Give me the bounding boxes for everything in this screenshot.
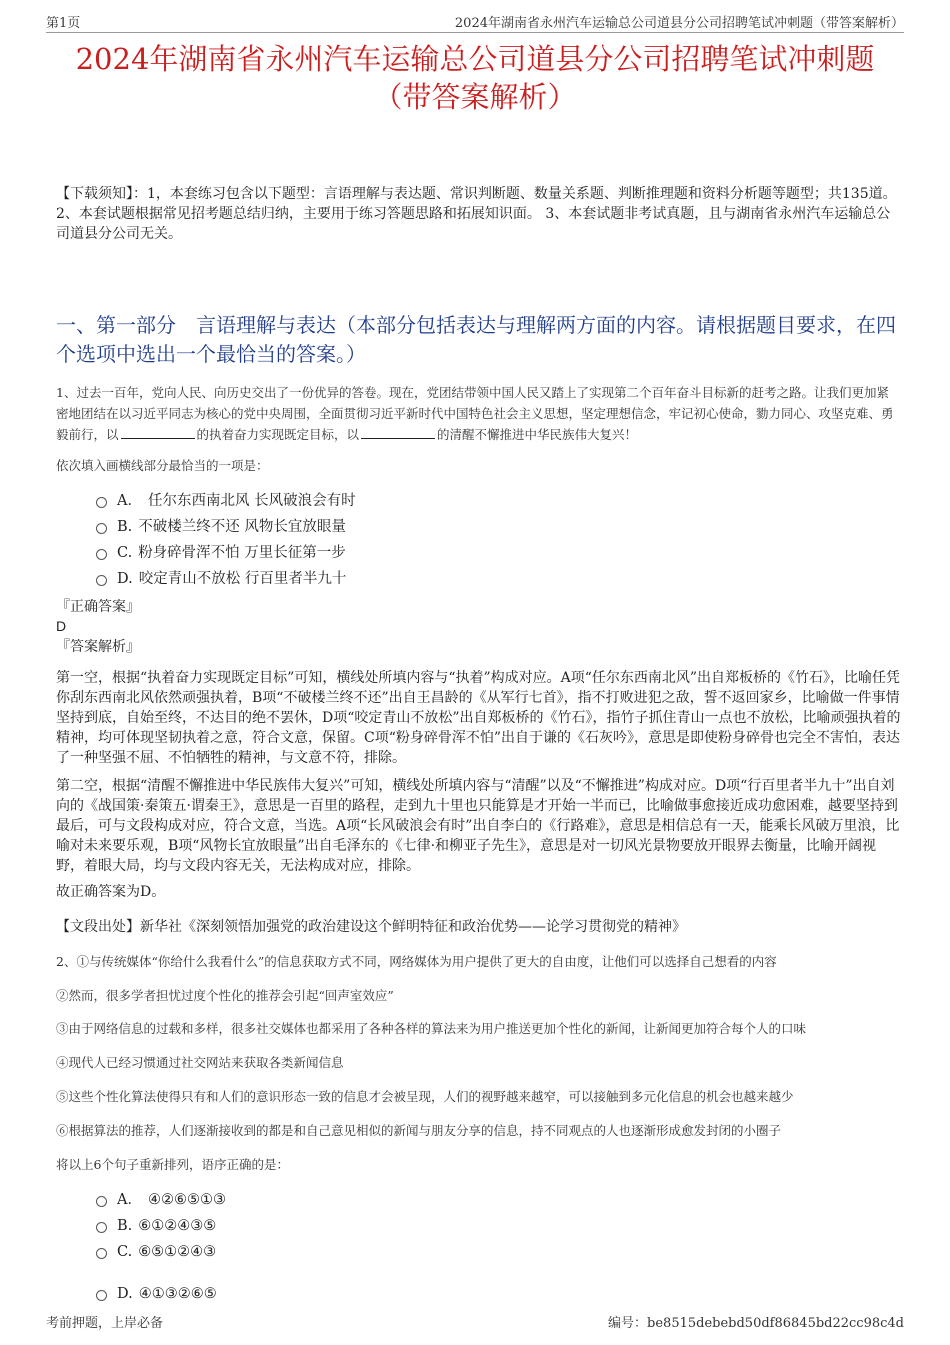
q1-stem-part3: 的清醒不懈推进中华民族伟大复兴！	[437, 427, 638, 442]
option-text: ④②⑥⑤①③	[147, 1192, 226, 1208]
q1-stem-part2: 的执着奋力实现既定目标，以	[196, 427, 360, 442]
q1-stem-part1: 1、过去一百年，党向人民、向历史交出了一份优异的答卷。现在，党团结带领中国人民又踏上了实现第二个百年奋斗目标新的赶考之路。让我们更加紧密地团结在以习近平同志为核心的党中央周围，全面贯彻习近平新时代中国特色社会主义思想，坚定理想信念，牢记初心使命，勠力同心、攻坚克难、勇毅前行，以	[56, 385, 894, 442]
analysis-paragraph-1: 第一空，根据“执着奋力实现既定目标”可知，横线处所填内容与“执着”构成对应。A项“任尔东西南北风”出自郑板桥的《竹石》，比喻任凭你刮东西南北风依然顽强执着，B项“不破楼兰终不还”出自王昌龄的《从军行七首》，指不打败进犯之敌，誓不返回家乡，比喻做一件事情坚持到底，自始至终，不达目的绝不罢休，D项“咬定青山不放松”出自郑板桥的《竹石》，指竹子抓住青山一点也不放松，比喻顽强执着的精神，均可体现坚韧执着之意，符合文意，保留。C项“粉身碎骨浑不怕”出自于谦的《石灰吟》，意思是即使粉身碎骨也完全不害怕，表达了一种坚强不屈、不怕牺牲的精神，与文意不符，排除。	[56, 670, 901, 766]
conclusion: 故正确答案为D。	[56, 884, 166, 900]
page-number: 第1页	[46, 16, 81, 31]
q2-option-d[interactable]	[96, 1284, 217, 1304]
footer-slogan: 考前押题，上岸必备	[46, 1316, 164, 1331]
q1-option-b[interactable]	[96, 517, 346, 537]
blank-1	[121, 424, 195, 439]
question-2-prompt: 将以上6个句子重新排列，语序正确的是：	[56, 1157, 289, 1172]
correct-answer: D	[56, 618, 67, 634]
source-note: 【文段出处】新华社《深刻领悟加强党的政治建设这个鲜明特征和政治优势——论学习贯彻党的精神》	[56, 919, 686, 935]
q2-sentence-4: ④现代人已经习惯通过社交网站来获取各类新闻信息	[56, 1055, 344, 1070]
q2-option-b[interactable]	[96, 1216, 216, 1236]
title-line-1: 2024年湖南省永州汽车运输总公司道县分公司招聘笔试冲刺题	[75, 42, 875, 76]
radio-icon[interactable]	[96, 1196, 107, 1207]
question-1-prompt: 依次填入画横线部分最恰当的一项是：	[56, 458, 269, 473]
footer-serial: 编号：be8515debebd50df86845bd22cc98c4d	[608, 1316, 904, 1331]
blank-2	[361, 424, 435, 439]
radio-icon[interactable]	[96, 549, 107, 560]
analysis-heading: 『答案解析』	[56, 639, 140, 655]
radio-icon[interactable]	[96, 1248, 107, 1259]
radio-icon[interactable]	[96, 1222, 107, 1233]
document-title	[40, 40, 910, 116]
option-text: ⑥⑤①②④③	[138, 1244, 217, 1260]
option-label: C.	[117, 1244, 133, 1260]
radio-icon[interactable]	[96, 1290, 107, 1301]
q2-sentence-3: ③由于网络信息的过载和多样，很多社交媒体也都采用了各种各样的算法来为用户推送更加个性化的新闻，让新闻更加符合每个人的口味	[56, 1021, 807, 1036]
section-heading: 一、第一部分 言语理解与表达（本部分包括表达与理解两方面的内容。请根据题目要求，在四个选项中选出一个最恰当的答案。）	[56, 313, 896, 366]
q1-option-d[interactable]	[96, 569, 346, 589]
q2-sentence-1: 2、①与传统媒体“你给什么我看什么”的信息获取方式不同，网络媒体为用户提供了更大的自由度，让他们可以选择自己想看的内容	[56, 954, 777, 969]
option-label: B.	[117, 1218, 133, 1234]
option-label: D.	[117, 1286, 133, 1302]
option-label: B.	[117, 519, 133, 535]
option-text: ⑥①②④③⑤	[138, 1218, 217, 1234]
question-1-stem	[56, 382, 901, 445]
option-text: ④①③②⑥⑤	[138, 1286, 217, 1302]
option-label: A．	[117, 1192, 142, 1208]
q2-option-a[interactable]	[96, 1190, 226, 1210]
q2-sentence-2: ②然而，很多学者担忧过度个性化的推荐会引起“回声室效应”	[56, 988, 394, 1003]
q1-option-c[interactable]	[96, 543, 346, 563]
radio-icon[interactable]	[96, 497, 107, 508]
running-title: 2024年湖南省永州汽车运输总公司道县分公司招聘笔试冲刺题（带答案解析）	[454, 16, 904, 31]
q1-option-a[interactable]	[96, 491, 356, 511]
option-label: C.	[117, 545, 133, 561]
header-divider	[46, 32, 904, 33]
option-text: 粉身碎骨浑不怕 万里长征第一步	[138, 545, 346, 561]
radio-icon[interactable]	[96, 523, 107, 534]
option-text: 咬定青山不放松 行百里者半九十	[138, 571, 347, 587]
option-text: 不破楼兰终不还 风物长宜放眼量	[138, 519, 346, 535]
option-label: D.	[117, 571, 133, 587]
title-line-2: （带答案解析）	[373, 80, 577, 114]
download-notice: 【下载须知】：1，本套练习包含以下题型：言语理解与表达题、常识判断题、数量关系题、判断推理题和资料分析题等题型；共135道。 2、本套试题根据常见招考题总结归纳，主要用于练习答题思路和拓展知识面。 3、本套试题非考试真题，且与湖南省永州汽车运输总公司道县分公司无关。	[56, 186, 897, 242]
radio-icon[interactable]	[96, 575, 107, 586]
answer-heading: 『正确答案』	[56, 599, 140, 615]
q2-sentence-5: ⑤这些个性化算法使得只有和人们的意识形态一致的信息才会被呈现，人们的视野越来越窄，可以接触到多元化信息的机会也越来越少	[56, 1089, 794, 1104]
option-text: 任尔东西南北风 长风破浪会有时	[147, 493, 356, 509]
analysis-paragraph-2: 第二空，根据“清醒不懈推进中华民族伟大复兴”可知，横线处所填内容与“清醒”以及“不懈推进”构成对应。D项“行百里者半九十”出自刘向的《战国策·秦策五·谓秦王》，意思是一百里的路程，走到九十里也只能算是才开始一半而已，比喻做事愈接近成功愈困难，越要坚持到最后，可与文段构成对应，符合文意，当选。A项“长风破浪会有时”出自李白的《行路难》，意思是相信总有一天，能乘长风破万里浪，比喻对未来要乐观，B项“风物长宜放眼量”出自毛泽东的《七律·和柳亚子先生》，意思是对一切风光景物要放开眼界去衡量，比喻开阔视野，着眼大局，均与文段内容无关，无法构成对应，排除。	[56, 778, 900, 874]
q2-option-c[interactable]	[96, 1242, 216, 1262]
option-label: A．	[117, 493, 142, 509]
q2-sentence-6: ⑥根据算法的推荐，人们逐渐接收到的都是和自己意见相似的新闻与朋友分享的信息，持不同观点的人也逐渐形成愈发封闭的小圈子	[56, 1123, 782, 1138]
